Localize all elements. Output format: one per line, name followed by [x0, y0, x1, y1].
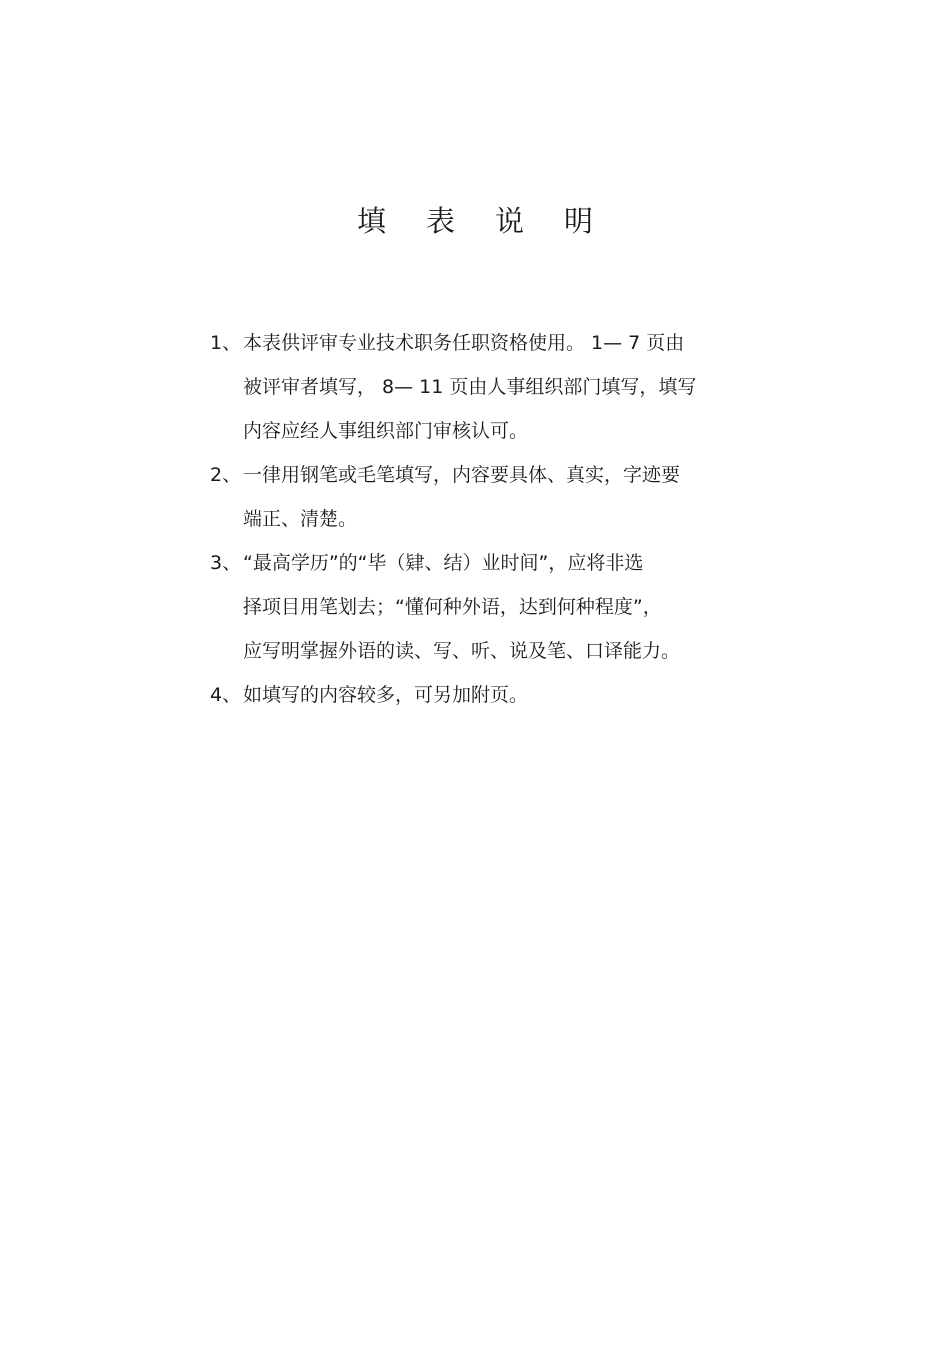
instruction-item-1	[210, 321, 770, 453]
instruction-list	[210, 321, 770, 717]
item-line: 择项目用笔划去；“懂何种外语，达到何种程度”，	[243, 596, 662, 618]
item-line: 应写明掌握外语的读、写、听、说及笔、口译能力。	[243, 640, 681, 662]
item-line: 一律用钢笔或毛笔填写，内容要具体、真实，字迹要	[243, 464, 681, 486]
item-number: 1、	[210, 332, 242, 354]
instruction-item-3	[210, 541, 770, 673]
instruction-item-2	[210, 453, 770, 541]
item-line: 被评审者填写， 8— 11 页由人事组织部门填写，填写	[243, 376, 697, 398]
item-line: 端正、清楚。	[243, 508, 358, 530]
item-number: 3、	[210, 552, 242, 574]
title-char: 说	[495, 204, 525, 238]
title-char: 表	[425, 204, 455, 238]
item-number: 4、	[210, 684, 242, 706]
title-char: 填	[356, 204, 386, 238]
page-title	[0, 197, 950, 245]
item-line: 内容应经人事组织部门审核认可。	[243, 420, 529, 442]
title-char: 明	[564, 204, 594, 238]
item-line: “最高学历”的“毕（肄、结）业时间”，应将非选	[243, 552, 644, 574]
item-line: 本表供评审专业技术职务任职资格使用。 1— 7 页由	[243, 332, 685, 354]
item-line: 如填写的内容较多，可另加附页。	[243, 684, 529, 706]
item-number: 2、	[210, 464, 242, 486]
instruction-item-4	[210, 673, 770, 717]
